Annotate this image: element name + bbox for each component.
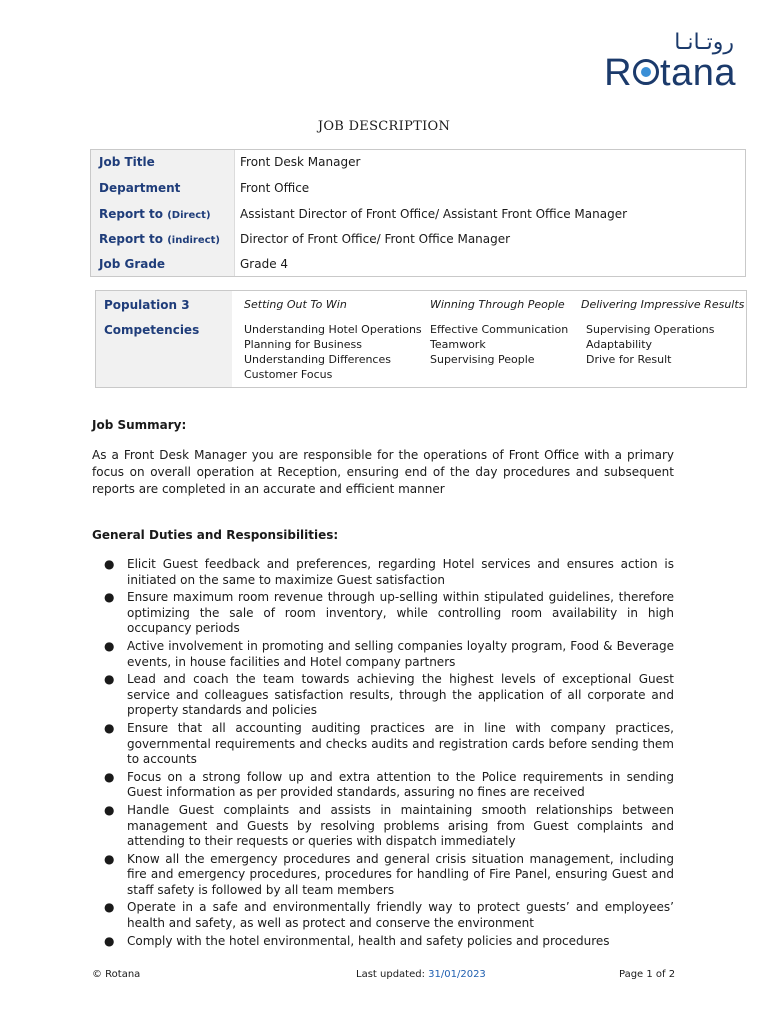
list-item: ● Know all the emergency procedures and general crisis situation management, including fire and emergency procedures, procedures for handling of Fire Panel, ensuring Guest and staff safety is followed by all team members <box>104 851 674 897</box>
bullet-icon: ● <box>104 933 115 948</box>
competency-item: Customer Focus <box>244 368 333 381</box>
population-label: Population 3 <box>104 298 190 312</box>
footer-copyright: © Rotana <box>92 969 141 980</box>
rotana-logo <box>604 32 736 92</box>
job-info-row <box>91 181 745 206</box>
competency-item: Supervising Operations <box>586 323 715 336</box>
list-item: ● Elicit Guest feedback and preferences, regarding Hotel services and ensures action is initiated on the same to maximize Guest satisfaction <box>104 557 674 587</box>
job-summary-text: As a Front Desk Manager you are responsible for the operations of Front Office with a primary focus on overall operation at Reception, ensuring end of the day procedures and subsequent reports are completed in an accurate and efficient manner <box>92 448 674 496</box>
competency-header: Setting Out To Win <box>244 298 347 311</box>
logo-o-emblem-icon <box>633 59 659 85</box>
report-to-direct-value: Assistant Director of Front Office/ Assistant Front Office Manager <box>240 207 628 221</box>
competency-item: Supervising People <box>430 353 535 366</box>
bullet-icon: ● <box>104 900 115 915</box>
job-info-table <box>90 149 746 277</box>
competencies-table <box>95 290 747 388</box>
competency-list <box>430 322 568 367</box>
competencies-label: Competencies <box>104 323 200 337</box>
competency-item: Planning for Business <box>244 338 363 351</box>
job-info-row <box>91 257 745 282</box>
job-grade-value: Grade 4 <box>240 257 289 271</box>
competency-list <box>244 322 422 382</box>
bullet-icon: ● <box>104 672 115 687</box>
job-info-row <box>91 207 745 232</box>
bullet-icon: ● <box>104 802 115 817</box>
competency-item: Understanding Differences <box>244 353 391 366</box>
list-item: ● Ensure that all accounting auditing practices are in line with company practices, governmental requirements and checks audits and registration cards before sending them to accounts <box>104 720 674 767</box>
report-to-direct-label: Report to (Direct) <box>99 207 211 221</box>
duties-heading: General Duties and Responsibilities: <box>92 528 339 542</box>
footer-last-updated: Last updated: 31/01/2023 <box>356 969 486 980</box>
job-summary-heading: Job Summary: <box>92 418 187 432</box>
list-item: ● Lead and coach the team towards achieving the highest levels of exceptional Guest service and colleagues satisfaction results, through the application of all corporate and property standards and policies <box>104 672 674 718</box>
list-item: ● Comply with the hotel environmental, health and safety policies and procedures <box>104 933 610 948</box>
bullet-icon: ● <box>104 769 115 784</box>
department-value: Front Office <box>240 181 310 195</box>
list-item: ● Focus on a strong follow up and extra attention to the Police requirements in sending Guest information as per provided standards, assuring no fines are received <box>104 769 674 800</box>
logo-arabic-text: روتـانـا <box>674 30 734 55</box>
job-grade-label: Job Grade <box>99 257 166 271</box>
competency-item: Drive for Result <box>586 353 672 366</box>
bullet-icon: ● <box>104 638 115 653</box>
report-to-indirect-value: Director of Front Office/ Front Office Manager <box>240 232 511 246</box>
competency-item: Understanding Hotel Operations <box>244 323 422 336</box>
duties-list <box>92 557 674 951</box>
bullet-icon: ● <box>104 851 115 866</box>
list-item: ● Active involvement in promoting and selling companies loyalty program, Food & Beverage events, in house facilities and Hotel company partners <box>104 638 674 669</box>
job-title-label: Job Title <box>99 155 155 169</box>
competency-item: Teamwork <box>430 338 486 351</box>
logo-english-text: R tana <box>604 52 736 94</box>
competency-header: Winning Through People <box>430 298 565 311</box>
report-to-indirect-label: Report to (indirect) <box>99 232 220 246</box>
footer-page-number: Page 1 of 2 <box>619 969 676 980</box>
competency-item: Effective Communication <box>430 323 569 336</box>
page-title: JOB DESCRIPTION <box>317 119 451 134</box>
department-label: Department <box>99 181 181 195</box>
bullet-icon: ● <box>104 590 115 605</box>
competency-list <box>586 322 715 367</box>
footer-updated-date: 31/01/2023 <box>428 969 486 980</box>
list-item: ● Operate in a safe and environmentally friendly way to protect guests’ and employees’ health and safety, as well as protect and conserve the environment <box>104 900 674 931</box>
bullet-icon: ● <box>104 557 115 571</box>
job-info-row <box>91 232 745 257</box>
job-title-value: Front Desk Manager <box>240 155 361 169</box>
list-item: ● Handle Guest complaints and assists in maintaining smooth relationships between management and Guests by resolving problems arising from Guest complaints and attending to their requests or queries with dispatch immediately <box>104 802 674 849</box>
competency-header: Delivering Impressive Results <box>581 298 745 311</box>
bullet-icon: ● <box>104 720 115 735</box>
job-info-row <box>91 155 745 180</box>
list-item: ● Ensure maximum room revenue through up-selling within stipulated guidelines, therefore optimizing the sale of room inventory, while controlling room availability in high occupancy periods <box>104 590 674 636</box>
competency-item: Adaptability <box>586 338 653 351</box>
